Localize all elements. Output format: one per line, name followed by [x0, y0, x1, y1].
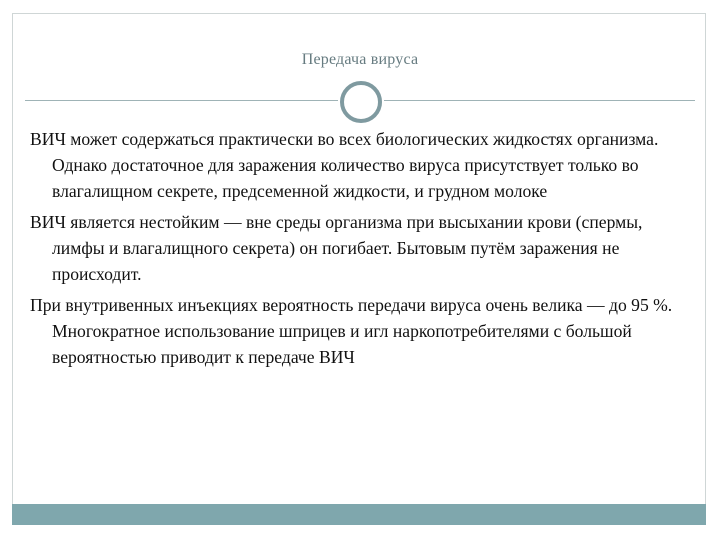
paragraph-3: При внутривенных инъекциях вероятность передачи вируса очень велика — до 95 %. Многократное использование шприцев и игл наркопотребителями с большой вероятностью приводит к передаче ВИЧ	[30, 295, 673, 367]
title-divider-right	[384, 100, 695, 101]
paragraph-2: ВИЧ является нестойким — вне среды организма при высыхании крови (спермы, лимфы и влагалищного секрета) он погибает. Бытовым путём заражения не происходит.	[30, 212, 643, 284]
paragraph-1: ВИЧ может содержаться практически во всех биологических жидкостях организма. Однако достаточное для заражения количество вируса присутствует только во влагалищном секрете, предсеменной жидкости, и грудном молоке	[30, 129, 659, 201]
divider-ring-icon	[340, 81, 382, 123]
title-divider-left	[25, 100, 338, 101]
slide-title: Передача вируса	[301, 51, 419, 68]
footer-bar	[12, 504, 706, 525]
slide-body	[30, 126, 694, 375]
